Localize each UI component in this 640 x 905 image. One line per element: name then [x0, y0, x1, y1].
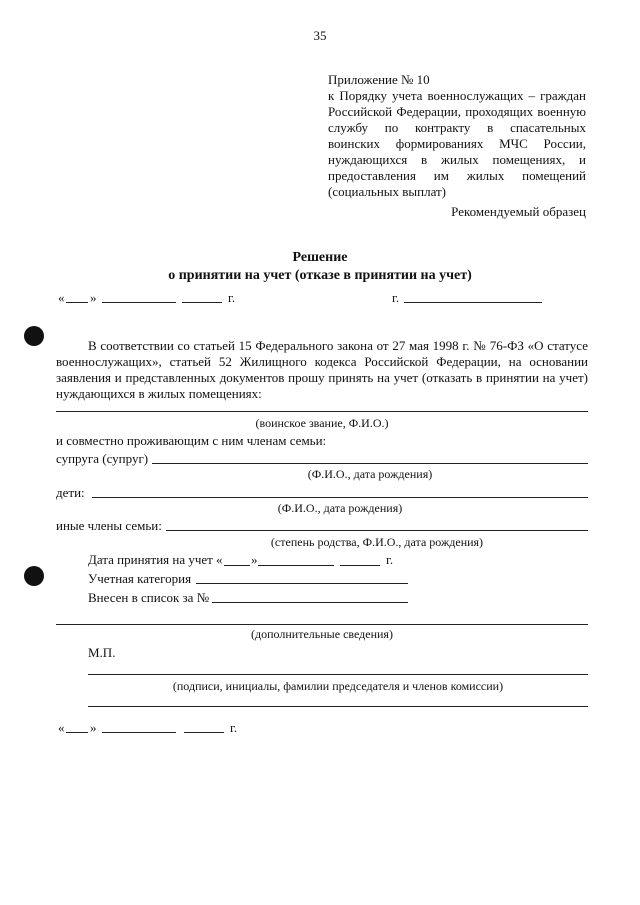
signatures-field-2[interactable] — [88, 706, 588, 707]
others-caption: (степень родства, Ф.И.О., дата рождения) — [270, 535, 484, 549]
paragraph-line: военнослужащих», статьей 52 Жилищного кодекса Российской Федерации, на основании — [56, 354, 588, 369]
children-label: дети: — [56, 485, 85, 500]
signatures-field[interactable] — [88, 674, 588, 675]
spouse-label: супруга (супруг) — [56, 451, 149, 466]
additional-info-field[interactable] — [56, 624, 588, 625]
day-field[interactable] — [66, 302, 88, 303]
reg-year-suffix: г. — [386, 552, 394, 567]
appendix-line: службу по контракту в спасательных — [328, 120, 586, 135]
city-field[interactable] — [404, 302, 542, 303]
bottom-year-field[interactable] — [184, 732, 224, 733]
month-field[interactable] — [102, 302, 176, 303]
rank-name-field[interactable] — [56, 411, 588, 412]
appendix-line: к Порядку учета военнослужащих – граждан — [328, 88, 586, 103]
bottom-year-suffix: г. — [230, 720, 238, 735]
list-number-field[interactable] — [212, 602, 408, 603]
list-number-label: Внесен в список за № — [88, 590, 210, 605]
appendix-block — [328, 72, 586, 200]
stamp-place: М.П. — [88, 645, 116, 660]
signatures-caption: (подписи, инициалы, фамилии председателя и членов комиссии) — [172, 679, 504, 693]
appendix-line: Российской Федерации, проходящих военную — [328, 104, 586, 119]
year-field[interactable] — [182, 302, 222, 303]
appendix-line: воинских формированиях МЧС России, — [328, 136, 586, 151]
city-prefix: г. — [392, 290, 400, 305]
spouse-caption: (Ф.И.О., дата рождения) — [307, 467, 433, 481]
family-intro: и совместно проживающим с ним членам семьи: — [56, 433, 327, 448]
reg-day-field[interactable] — [224, 565, 250, 566]
appendix-line-last: (социальных выплат) — [328, 184, 447, 199]
decision-title: Решение — [292, 250, 348, 265]
bottom-quote-open: « — [58, 720, 65, 735]
appendix-title: Приложение № 10 — [328, 72, 430, 87]
binder-hole — [24, 326, 44, 346]
spouse-field[interactable] — [152, 463, 588, 464]
paragraph-line-last: нуждающихся в жилых помещениях: — [56, 386, 262, 401]
children-field[interactable] — [92, 497, 588, 498]
category-field[interactable] — [196, 583, 408, 584]
quote-open: « — [58, 290, 65, 305]
others-label: иные члены семьи: — [56, 518, 162, 533]
page-number: 35 — [313, 28, 327, 43]
quote-close: » — [90, 290, 97, 305]
bottom-quote-close: » — [90, 720, 97, 735]
rank-name-caption: (воинское звание, Ф.И.О.) — [255, 416, 389, 430]
appendix-line: предоставления им жилых помещений — [328, 168, 586, 183]
reg-month-field[interactable] — [258, 565, 334, 566]
appendix-line: нуждающихся в жилых помещениях, и — [328, 152, 586, 167]
recommended-sample-label: Рекомендуемый образец — [451, 204, 586, 219]
additional-info-caption: (дополнительные сведения) — [251, 627, 393, 641]
reg-quote-close: » — [251, 552, 258, 567]
reg-year-field[interactable] — [340, 565, 380, 566]
bottom-day-field[interactable] — [66, 732, 88, 733]
others-field[interactable] — [166, 530, 588, 531]
decision-subtitle: о принятии на учет (отказе в принятии на учет) — [168, 268, 472, 283]
category-label: Учетная категория — [88, 571, 192, 586]
registration-date-label: Дата принятия на учет — [88, 552, 213, 567]
body-paragraph — [56, 338, 588, 402]
paragraph-line: заявления и представленных документов прошу принять на учет (отказать в принятии на учет) — [56, 370, 588, 385]
bottom-month-field[interactable] — [102, 732, 176, 733]
reg-quote-open: « — [216, 552, 223, 567]
paragraph-line: В соответствии со статьей 15 Федерального закона от 27 мая 1998 г. № 76-ФЗ «О статусе — [88, 338, 588, 353]
year-suffix: г. — [228, 290, 236, 305]
binder-hole — [24, 566, 44, 586]
children-caption: (Ф.И.О., дата рождения) — [277, 501, 403, 515]
